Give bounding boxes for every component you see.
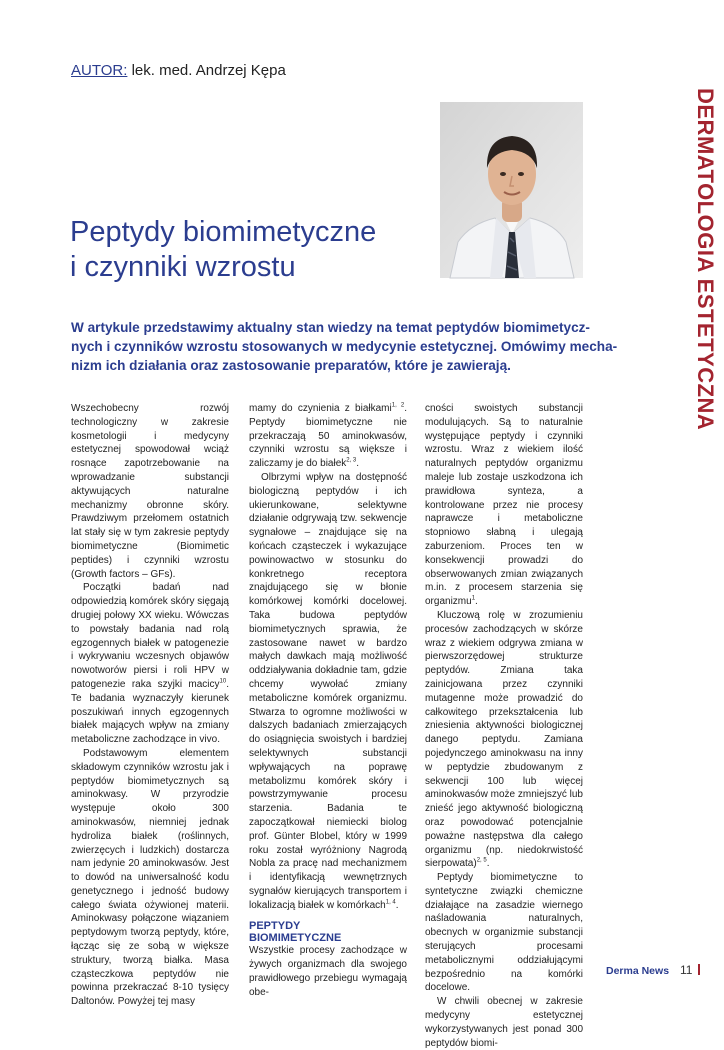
paragraph: Wszechobecny rozwój technologiczny w zakresie kosmetologii i medycyny estetycznej spowodował wciąż rosnące zapotrzebowanie na wprowadzanie substancji aktywujących naturalne mechanizmy obronne skóry. Prawdziwym przełomem ostatnich lat stały się w tym zakresie peptydy biomimetyczne (Biomimetic peptides) i czynniki wzrostu (Growth factors – GFs).: [71, 403, 229, 580]
title-line-1: Peptydy biomimetyczne: [70, 216, 377, 248]
paragraph: W chwili obecnej w zakresie medycyny estetycznej wykorzystywanych jest ponad 300 peptydów biomi-: [425, 996, 583, 1049]
section-title-text: DERMATOLOGIA ESTETYCZNA: [693, 88, 718, 431]
body-column-1: [71, 402, 229, 1009]
paragraph: Peptydy biomimetyczne to syntetyczne związki chemiczne działające na zasadzie wiernego naśladowania naturalnych, obecnych w organizmie substancji sterujących procesami metabolicznymi oddziałującymi bezpośrednio na komórki docelowe.: [425, 872, 583, 994]
paragraph: Początki badań nad odpowiedzią komórek skóry sięgają drugiej połowy XX wieku. Wówczas to powstały badania nad rolą egzogennych białek w patogenezie i wykrywaniu wczesnych objawów nowotworów piersi i roli HPV w patogenezie raka szyjki macicy$^{10}$. Te badania wyznaczyły kierunek poszukiwań innych egzogennych białek mających wpływ na zmiany metaboliczne zachodzące in vivo.: [71, 582, 229, 746]
journal-name: Derma News: [606, 965, 670, 977]
author-photo: [440, 102, 583, 278]
author-name: lek. med. Andrzej Kępa: [131, 62, 286, 79]
article-title: [70, 215, 430, 285]
footer-accent-bar: [698, 964, 700, 975]
page-footer: [606, 963, 700, 977]
paragraph: Olbrzymi wpływ na dostępność biologiczną peptydów i ich ukierunkowane, selektywne działanie odgrywają tzw. sekwencje sygnałowe – znajdujące się na końcach cząsteczek i wykazujące powinowactwo w stosunku do konkretnego receptora znajdującego się w błonie komórkowej komórki docelowej. Taka budowa peptydów biomimetycznych sprawia, że zastosowane nawet w bardzo małych dawkach mają możliwość oddziaływania dokładnie tam, gdzie chcemy wywołać zmiany metaboliczne komórek organizmu. Stwarza to ogromne możliwości w dalszych badaniach zmierzających do osiągnięcia swoistych i bardziej selektywnych substancji wpływających na poprawę metabolizmu komórek skóry i powstrzymywanie procesu starzenia. Badania te zapoczątkował niemiecki biolog prof. Günter Blobel, który w 1999 roku został wyróżniony Nagrodą Nobla za pracę nad mechanizmem i identyfikacją wewnętrznych sygnałów kierujących transportem i lokalizacją białek w komórkach$^{1, 4}$.: [249, 471, 407, 911]
body-column-2: [249, 402, 407, 1000]
page-number: 11: [679, 963, 693, 977]
paragraph: Wszystkie procesy zachodzące w żywych organizmach dla swojego prawidłowego przebiegu wymagają obe-: [249, 945, 407, 998]
paragraph: Kluczową rolę w zrozumieniu procesów zachodzących w skórze wraz z wiekiem odgrywa zmiana w pierwszorzędowej strukturze peptydów. Zmiana taka zainicjowana przez czynniki mutagenne może prowadzić do całkowitego przekształcenia lub zniesienia aktywności biologicznej danego peptydu. Zamiana pojedynczego aminokwasu na inny w peptydzie zbudowanym z sekwencji 100 lub więcej aminokwasów może zmniejszyć lub znieść jego aktywność biologiczną oraz powodować potencjalnie poważne następstwa dla całego organizmu (np. niedokrwistość sierpowata)$^{2, 5}$.: [425, 609, 583, 870]
lead-line-3: nizm ich działania oraz zastosowanie preparatów, które je zawierają.: [71, 358, 511, 373]
body-column-3: [425, 402, 583, 1050]
author-line: [71, 62, 286, 79]
paragraph: cności swoistych substancji modulujących. Są to naturalnie występujące peptydy i czynniki wzrostu. Wraz z wiekiem ilość naturalnych peptydów organizmu maleje lub zostaje uszkodzona ich prawidłowa synteza, a kontrolowane przez nie procesy naprawcze i metaboliczne stopniowo słabną i ulegają zaburzeniom. Proces ten w konsekwencji prowadzi do obserwowanych zmian związanych m.in. z procesem starzenia się organizmu$^1$.: [425, 403, 583, 608]
lead-line-2: nych i czynników wzrostu stosowanych w medycynie estetycznej. Omówimy mecha-: [71, 339, 618, 354]
section-heading: PEPTYDY BIOMIMETYCZNE: [249, 920, 342, 945]
article-lead: [71, 318, 618, 375]
author-label[interactable]: AUTOR:: [71, 62, 128, 79]
lead-line-1: W artykule przedstawimy aktualny stan wiedzy na temat peptydów biomimetycz-: [71, 320, 590, 335]
paragraph: Podstawowym elementem składowym czynników wzrostu jak i peptydów biomimetycznych są aminokwasy. W przyrodzie występuje około 300 aminokwasów, niemniej jednak hydroliza białek (roślinnych, zwierzęcych i ludzkich) dostarcza nam jedynie 20 aminokwasów. Jest to dowód na uniwersalność kodu genetycznego i jedność budowy całego świata ożywionej materii. Aminokwasy połączone wiązaniem peptydowym tworzą peptydy, które, łącząc się ze sobą w większe struktury, tworzą białka. Masa cząsteczkowa peptydów nie powinna przekraczać 8-10 tysięcy Daltonów. Powyżej tej masy: [71, 747, 229, 1008]
paragraph: mamy do czynienia z białkami$^{1, 2}$. Peptydy biomimetyczne nie przekraczają 50 aminokwasów, czynniki wzrostu są większe i zaliczamy je do białek$^{2, 3}$.: [249, 402, 407, 470]
section-title-vertical: [688, 88, 724, 431]
title-line-2: i czynniki wzrostu: [70, 251, 296, 283]
